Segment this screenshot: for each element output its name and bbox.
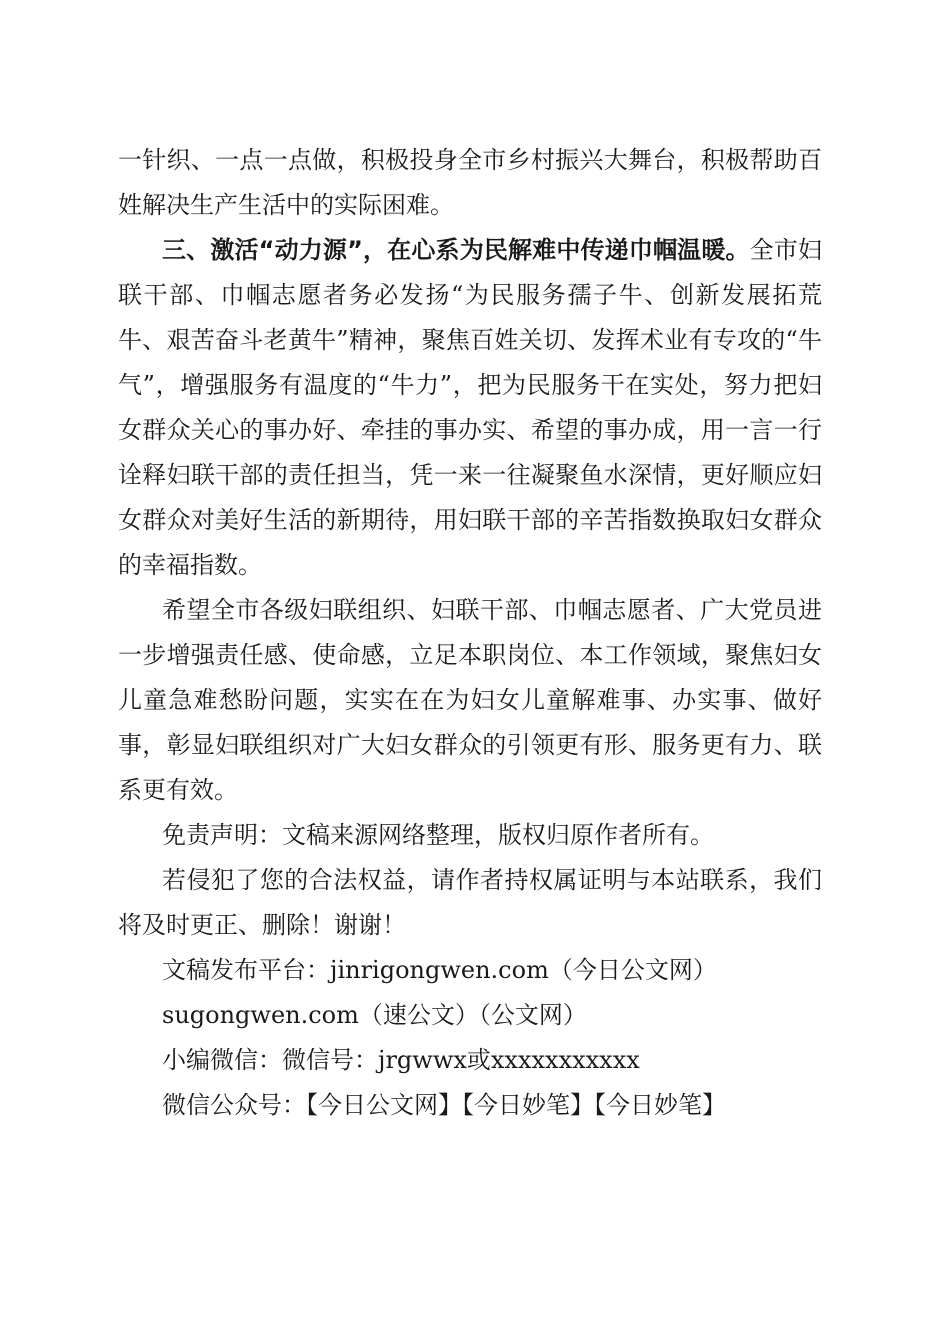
site-line: sugongwen.com（速公文）（公文网） [162, 1001, 587, 1029]
platform-line: 文稿发布平台：jinrigongwen.com（今日公文网） [162, 956, 717, 984]
section-three-paragraph [118, 228, 822, 588]
closing-paragraph: 希望全市各级妇联组织、妇联干部、巾帼志愿者、广大党员进一步增强责任感、使命感，立足本职岗位、本工作领域，聚焦妇女儿童急难愁盼问题，实实在在为妇女儿童解难事、办实事、做好事，彰显妇联组织对广大妇女群众的引领更有形、服务更有力、联系更有效。 [118, 596, 822, 804]
paragraph-continuation: 一针织、一点一点做，积极投身全市乡村振兴大舞台，积极帮助百姓解决生产生活中的实际困难。 [118, 146, 822, 219]
wechat-accounts-line: 微信公众号：【今日公文网】【今日妙笔】【今日妙笔】 [162, 1091, 726, 1119]
section-three-body: 全市妇联干部、巾帼志愿者务必发扬“为民服务孺子牛、创新发展拓荒牛、艰苦奋斗老黄牛”精神，聚焦百姓关切、发挥术业有专攻的“牛气”，增强服务有温度的“牛力”，把为民服务干在实处，努力把妇女群众关心的事办好、牵挂的事办实、希望的事办成，用一言一行诠释妇联干部的责任担当，凭一来一往凝聚鱼水深情，更好顺应妇女群众对美好生活的新期待，用妇联干部的辛苦指数换取妇女群众的幸福指数。 [118, 236, 823, 579]
editor-wechat-line: 小编微信：微信号：jrgwwx或xxxxxxxxxxx [162, 1046, 640, 1074]
section-three-heading: 三、激活“动力源”，在心系为民解难中传递巾帼温暖。 [162, 236, 750, 264]
infringement-notice: 若侵犯了您的合法权益，请作者持权属证明与本站联系，我们将及时更正、删除！谢谢！ [118, 866, 822, 939]
disclaimer-line: 免责声明：文稿来源网络整理，版权归原作者所有。 [162, 821, 714, 849]
document-body [118, 138, 822, 1128]
